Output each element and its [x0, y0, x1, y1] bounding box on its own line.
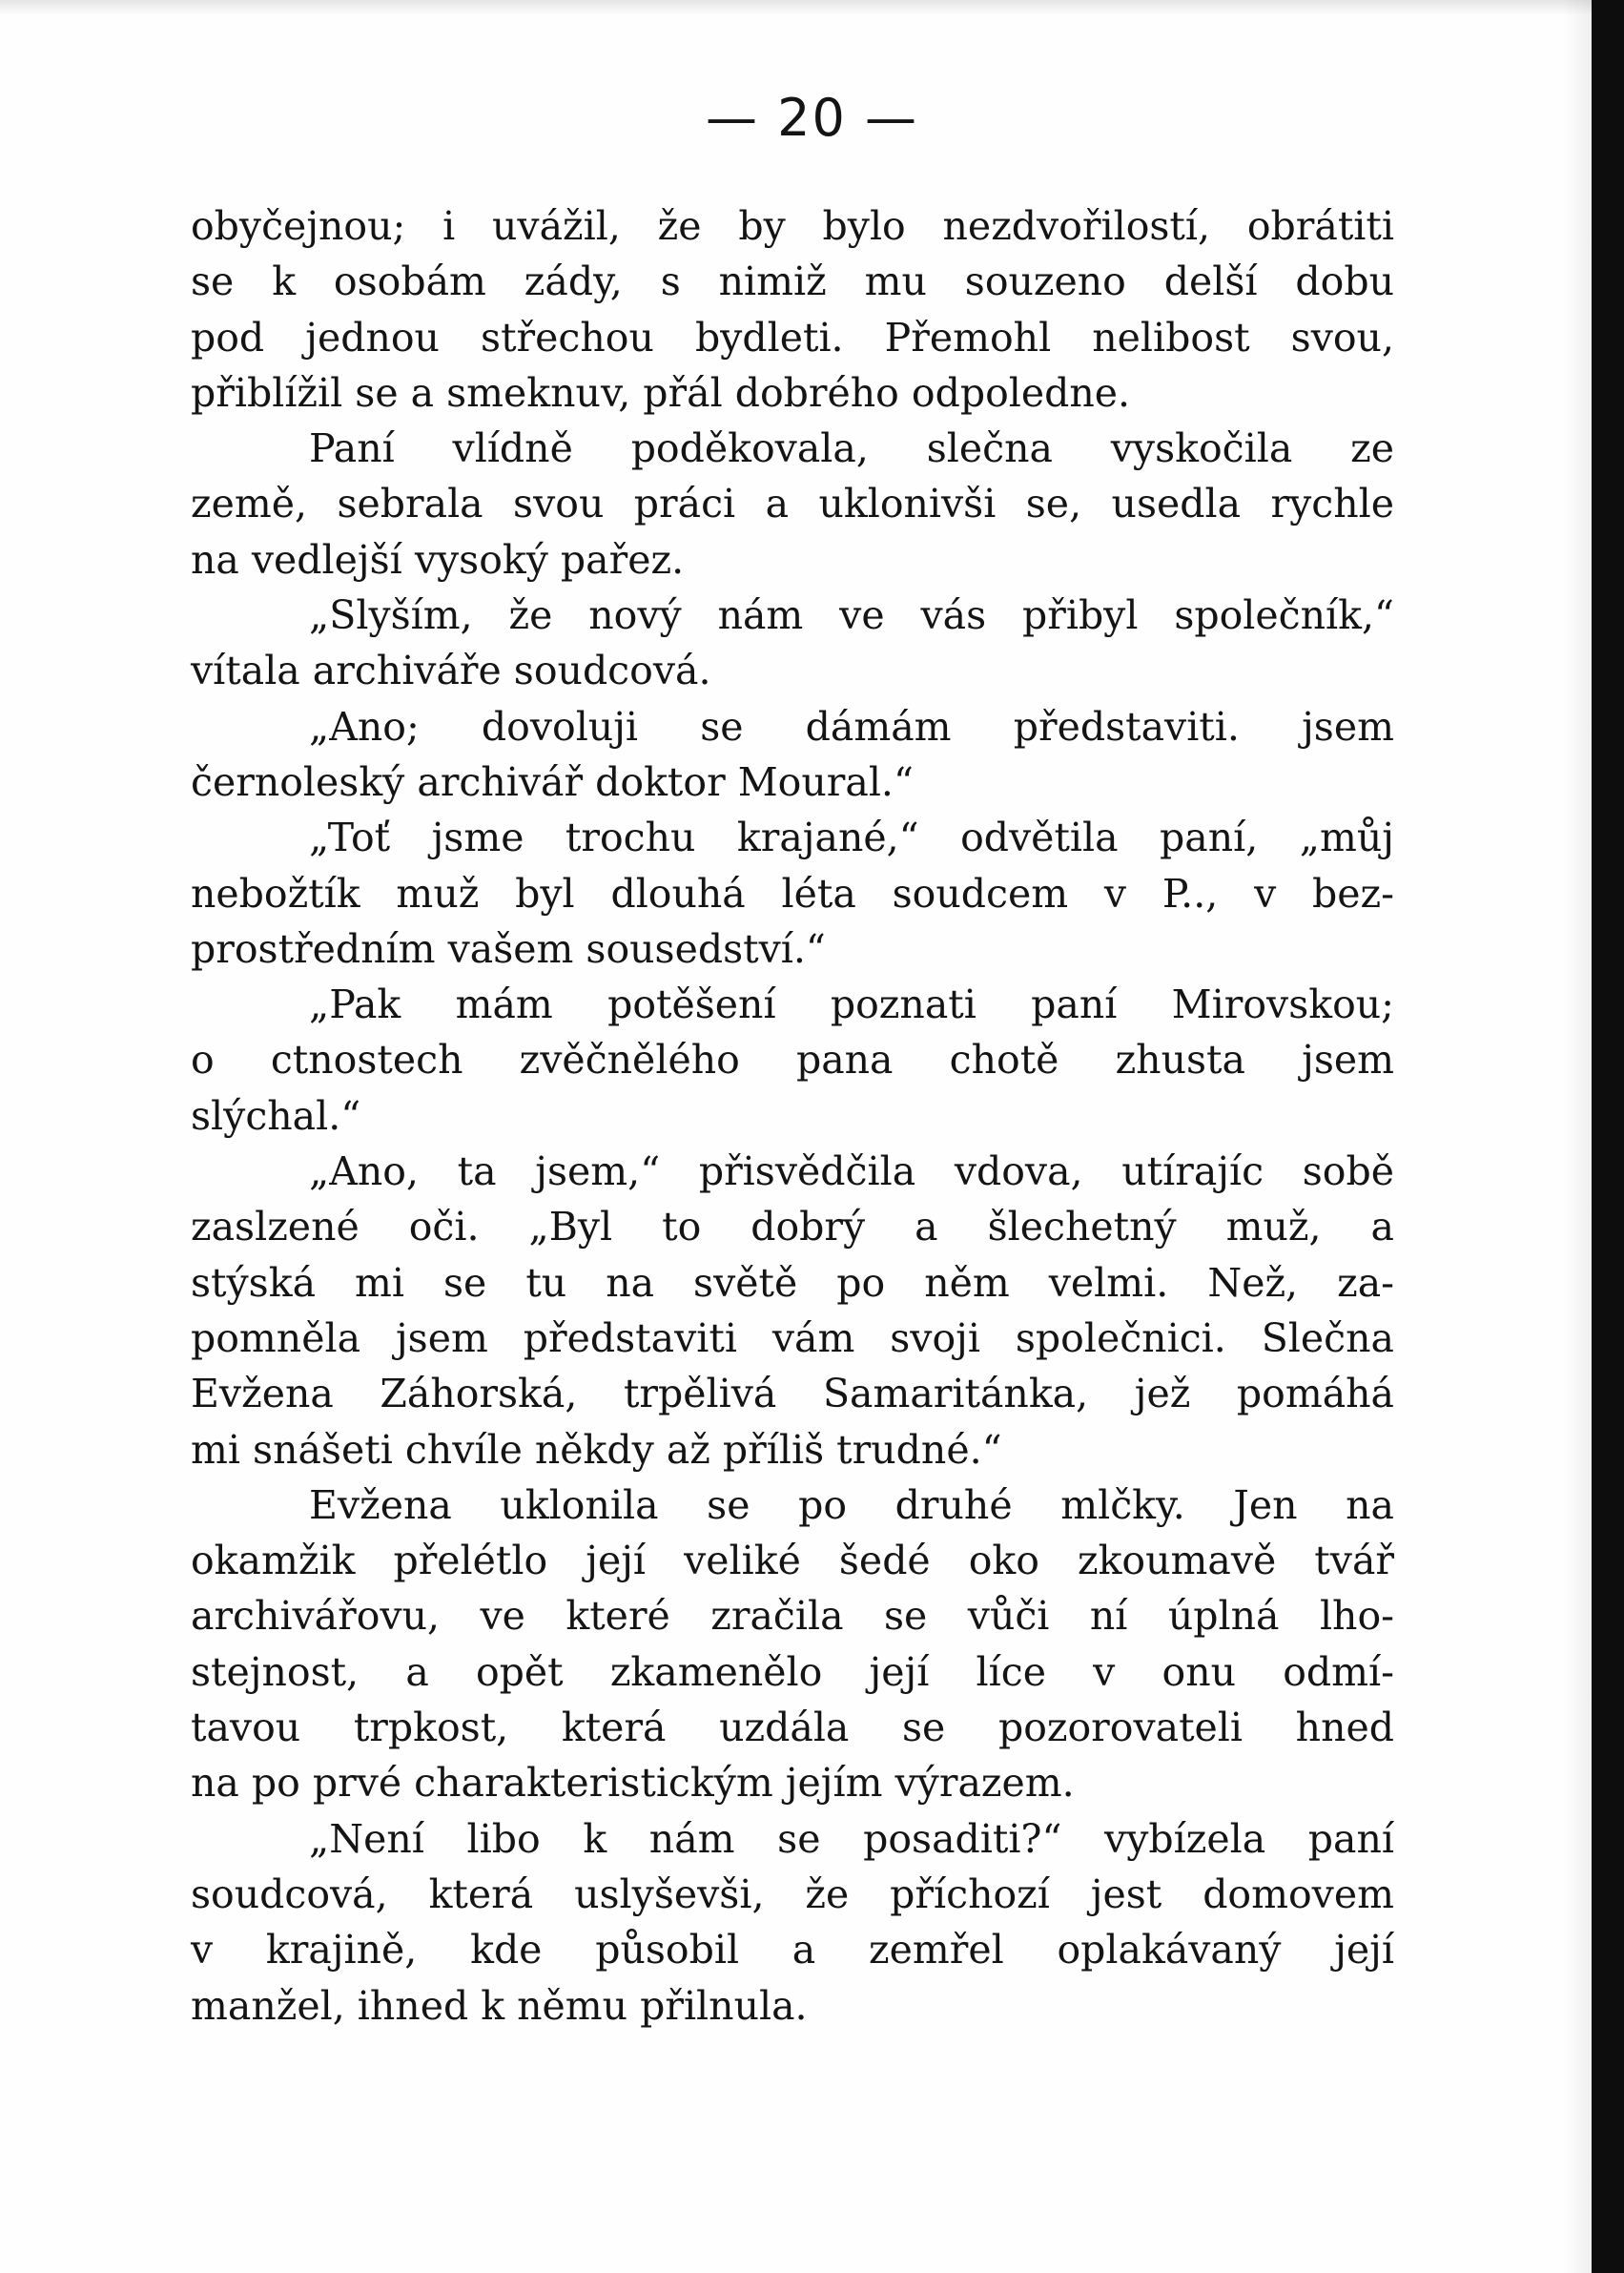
text-line: tavou trpkost, která uzdála se pozorovateli hned [191, 1705, 1394, 1751]
text-line: země, sebrala svou práci a uklonivši se, usedla rychle [191, 481, 1394, 527]
text-line: „Není libo k nám se posaditi?“ vybízela paní [309, 1815, 1394, 1862]
text-line: v krajině, kde působil a zemřel oplakávaný její [191, 1927, 1394, 1973]
text-line: přiblížil se a smeknuv, přál dobrého odpoledne. [191, 369, 1131, 416]
text-line: Paní vlídně poděkovala, slečna vyskočila ze [309, 425, 1394, 472]
text-line: pod jednou střechou bydleti. Přemohl nelibost svou, [191, 314, 1394, 361]
text-line: o ctnostech zvěčnělého pana chotě zhusta jsem [191, 1037, 1394, 1084]
text-line: na po prvé charakteristickým jejím výrazem. [191, 1760, 1075, 1807]
body-text [191, 198, 1394, 2034]
text-line: Evžena Záhorská, trpělivá Samaritánka, jež pomáhá [191, 1371, 1394, 1417]
text-line: manžel, ihned k němu přilnula. [191, 1982, 808, 2029]
text-line: pomněla jsem představiti vám svoji společnici. Slečna [191, 1314, 1394, 1361]
text-line: „Pak mám potěšení poznati paní Mirovskou; [309, 982, 1394, 1028]
text-line: mi snášeti chvíle někdy až příliš trudné.“ [191, 1426, 1002, 1473]
text-line: „Ano, ta jsem,“ přisvědčila vdova, utírajíc sobě [309, 1148, 1394, 1195]
text-line: slýchal.“ [191, 1092, 361, 1139]
text-line: Evžena uklonila se po druhé mlčky. Jen na [309, 1481, 1394, 1528]
text-line: vítala archiváře soudcová. [191, 648, 711, 694]
text-line: prostředním vašem sousedství.“ [191, 925, 826, 972]
text-line: obyčejnou; i uvážil, že by bylo nezdvořilostí, obrátiti [191, 203, 1394, 249]
text-line: stejnost, a opět zkamenělo její líce v onu odmí- [191, 1648, 1394, 1695]
text-line: se k osobám zády, s nimiž mu souzeno delší dobu [191, 258, 1394, 305]
text-line: archivářovu, ve které zračila se vůči ní úplná lho- [191, 1593, 1394, 1640]
text-line: soudcová, která uslyševši, že příchozí jest domovem [191, 1870, 1394, 1917]
text-line: „Ano; dovoluji se dámám představiti. jsem [309, 703, 1394, 750]
text-line: zaslzené oči. „Byl to dobrý a šlechetný muž, a [191, 1204, 1394, 1250]
text-line: na vedlejší vysoký pařez. [191, 536, 685, 583]
page-top-shadow [0, 0, 1624, 15]
text-line: okamžik přelétlo její veliké šedé oko zkoumavě tvář [191, 1538, 1394, 1584]
text-line: černoleský archivář doktor Moural.“ [191, 758, 914, 805]
page-edge-shadow [1563, 0, 1592, 2273]
text-line: „Toť jsme trochu krajané,“ odvětila paní, „můj [309, 815, 1394, 861]
page-number: — 20 — [705, 88, 919, 148]
page-binding-edge [1592, 0, 1624, 2273]
text-line: stýská mi se tu na světě po něm velmi. Než, za- [191, 1259, 1394, 1306]
text-line: nebožtík muž byl dlouhá léta soudcem v P.., v bez- [191, 870, 1394, 917]
text-line: „Slyším, že nový nám ve vás přibyl společník,“ [309, 592, 1394, 639]
